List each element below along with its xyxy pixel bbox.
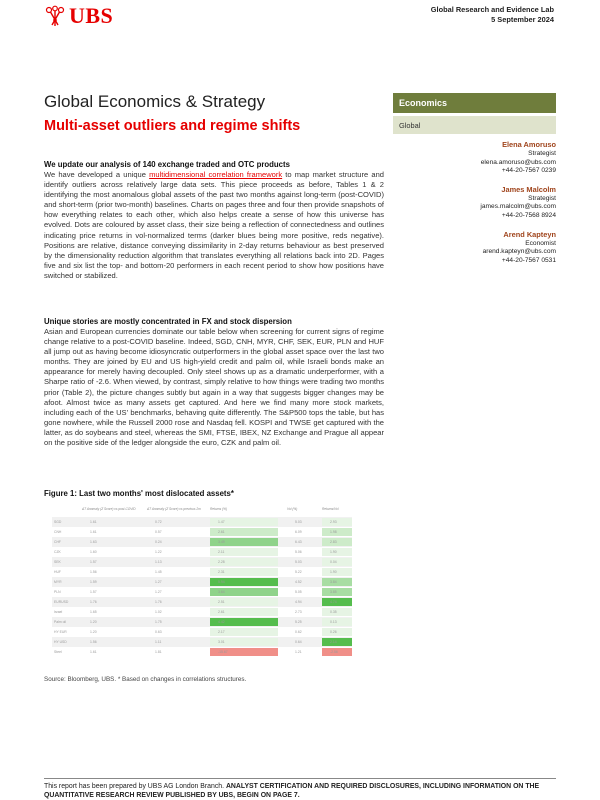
page-title: Global Economics & Strategy [44,92,266,111]
returns-vol-cell: 2.83 [330,540,337,544]
z-long-cell: 1.20 [90,620,97,624]
category-box: Economics [393,93,556,113]
section-heading: Unique stories are mostly concentrated in FX and stock dispersion [44,317,292,326]
asset-cell: Steel [54,650,62,654]
table-row [52,627,352,637]
table-row [52,597,352,607]
table-row [52,647,352,657]
asset-cell: HY EUR [54,630,67,634]
z-short-cell: 1.76 [155,600,162,604]
z-long-cell: 1.61 [90,520,97,524]
returns-vol-cell: -2.56 [330,650,338,654]
returns-cell: 2.61 [218,610,225,614]
author-card [393,140,556,176]
report-header [431,5,554,25]
logo-wordmark: UBS [69,3,114,28]
returns-cell: 2.31 [218,570,225,574]
returns-cell: 2.51 [218,600,225,604]
returns-cell: 1.47 [218,520,225,524]
returns-vol-fill [322,568,352,576]
z-short-cell: 0.57 [155,530,162,534]
returns-vol-cell: 0.13 [330,620,337,624]
returns-cell: 2.61 [218,530,225,534]
returns-vol-fill [322,618,352,626]
vol-cell: 5.22 [295,570,302,574]
z-long-cell: 1.20 [90,630,97,634]
returns-vol-cell: 1.98 [330,530,337,534]
returns-cell: 2.28 [218,560,225,564]
vol-cell: 2.73 [295,610,302,614]
section-findings [44,317,384,448]
returns-vol-fill [322,608,352,616]
author-name: Elena Amoruso [502,140,556,149]
table-header-cell: ΔT Anomaly (Z Score) vs post-COVID [82,507,136,511]
table-row [52,637,352,647]
vol-cell: 5.06 [295,550,302,554]
author-card [393,185,556,221]
table-row [52,587,352,597]
returns-vol-fill [322,578,352,586]
z-long-cell: 1.59 [90,580,97,584]
z-short-cell: 0.63 [155,630,162,634]
returns-vol-fill [322,628,352,636]
z-long-cell: 1.65 [90,610,97,614]
figure-title: Figure 1: Last two months' most dislocated assets* [44,489,234,498]
asset-cell: CNH [54,530,62,534]
z-short-cell: 0.24 [155,540,162,544]
vol-cell: 0.64 [295,640,302,644]
asset-cell: EURUSD [54,600,69,604]
vol-cell: 5.25 [295,620,302,624]
asset-cell: Palm oil [54,620,67,624]
returns-vol-fill [322,528,352,536]
author-card [393,230,556,266]
vol-cell: 5.03 [295,560,302,564]
z-short-cell: 0.72 [155,520,162,524]
section-intro [44,160,384,281]
vol-cell: 1.21 [295,650,302,654]
returns-vol-cell: 0.35 [330,610,337,614]
ubs-logo [44,3,113,29]
returns-vol-cell: 0.04 [330,560,337,564]
table-row [52,607,352,617]
returns-cell: 2.17 [218,630,225,634]
asset-cell: PLN [54,590,61,594]
dislocated-assets-table [52,507,352,666]
z-short-cell: 1.11 [155,640,162,644]
author-list [393,140,556,274]
returns-vol-cell: 0.26 [330,630,337,634]
z-short-cell: 1.75 [155,620,162,624]
intro-paragraph [44,170,384,281]
asset-cell: MYR [54,580,62,584]
z-long-cell: 1.57 [90,590,97,594]
vol-cell: 6.09 [295,530,302,534]
table-row [52,547,352,557]
region-box: Global [393,116,556,134]
asset-cell: SGD [54,520,62,524]
vol-cell: 4.94 [295,600,302,604]
author-role: Strategist [528,194,556,202]
intro-text-start: We have developed a unique [44,170,150,179]
table-row [52,567,352,577]
author-email[interactable]: arend.kapteyn@ubs.com [482,248,556,256]
findings-paragraph: Asian and European currencies dominate our table below when screening for current signs of regime change relative to a post-COVID baseline. Indeed, SGD, CNH, MYR, CHF, SEK, EUR, PLN and HUF all jump out as having become idiosyncratic outperformers in the global asset space over the last two months. They are joined by EU and US high-yield credit and palm oil, while Israeli bonds make an appearance for merely having decoupled. Only steel shows up as a dramatic underperformer, with a Sharpe ratio of -2.6. When viewed, by contrast, simply relative to how things were trading two months prior (Table 2), the picture changes subtly but again in a way that suggests bigger changes may be afoot. Almost twice as many assets get captured. And here we find many more stock markets, including each of the US' benchmarks, behaving quite differently. The S&P500 tops the table, but has gone nowhere, while the Russell 2000 rose and Nasdaq fell. KOSPI and TWSE get captured with the latter, as do soybeans and steel, whereas the SMI, FTSE, IBEX, NZ Exchange and Prague all appear on the positive side of the ledger alongside the euro, CZK and palm oil. [44,327,384,448]
table-row [52,577,352,587]
author-role: Economist [525,239,556,247]
returns-vol-cell: 4.74 [330,600,337,604]
framework-link[interactable]: multidimensional correlation framework [149,170,283,179]
author-name: Arend Kapteyn [503,229,556,239]
returns-vol-fill [322,518,352,526]
table-row [52,617,352,627]
division-label: Global Research and Evidence Lab [430,5,554,14]
asset-cell: SEK [54,560,61,564]
table-header-cell: ΔT Anomaly (Z Score) vs previous 2m [147,507,201,511]
returns-vol-cell: 1.90 [330,570,337,574]
table-row [52,537,352,547]
returns-vol-fill [322,598,352,606]
z-short-cell: 1.13 [155,560,162,564]
intro-text-end: to map market structure and identify outliers across relatively large data sets. This piece proceeds as before, Tables 1 & 2 identifying the most anomalous global assets of the past two months against long-term (post-COVID) and short-term (prior two-month) baselines. Charts on pages three and four then provide snapshots of how everything relates to each other, which also helps create a sense of how this universe has evolved. Dots are coloured by asset class, their size being a reflection of connectedness and outlines indicating price returns in vol-normalized terms (darker blues being more positive, reds negative). Positions are relative, distance conveying dissimilarity in 2-day returns behaviour as best preserved by the dimensionality reduction algorithm that translates everything all relations back into 2D. Pages five and six list the top- and bottom-20 performers in each recent period to show how positions have switched or stabilized. [44,170,384,280]
asset-cell: Israel [54,610,63,614]
asset-cell: HY USD [54,640,67,644]
vol-cell: 0.62 [295,630,302,634]
z-short-cell: 1.27 [155,590,162,594]
asset-cell: CHF [54,540,61,544]
returns-vol-fill [322,548,352,556]
table-row [52,527,352,537]
author-email[interactable]: james.malcolm@ubs.com [480,203,556,211]
z-short-cell: 1.22 [155,550,162,554]
vol-cell: 6.43 [295,540,302,544]
footer-certification: ANALYST CERTIFICATION AND REQUIRED DISCLOSURES, INCLUDING INFORMATION ON THE QUANTITATIVE RESEARCH REVIEW PUBLISHED BY UBS, BEGIN ON PAGE 7. [44,783,540,799]
returns-vol-cell: 3.85 [330,590,337,594]
z-long-cell: 1.76 [90,600,97,604]
report-date: 5 September 2024 [491,15,554,24]
z-short-cell: 1.27 [155,580,162,584]
vol-cell: 5.05 [295,590,302,594]
returns-cell: -15.67 [218,650,228,654]
z-short-cell: 1.45 [155,570,162,574]
z-short-cell: 1.02 [155,610,162,614]
figure-source: Source: Bloomberg, UBS. * Based on changes in correlations structures. [44,676,247,683]
page-subtitle: Multi-asset outliers and regime shifts [44,118,301,134]
returns-cell: 3.64 [218,590,225,594]
author-phone: +44-20-7568 8924 [501,211,556,219]
table-header-cell: Returns/Vol [322,507,339,511]
returns-cell: 4.42 [218,620,225,624]
returns-cell: 5.94 [218,580,225,584]
z-long-cell: 1.61 [90,530,97,534]
returns-cell: 2.11 [218,550,225,554]
z-long-cell: 1.63 [90,540,97,544]
returns-vol-fill [322,638,352,646]
asset-cell: HUF [54,570,61,574]
returns-vol-fill [322,538,352,546]
returns-vol-fill [322,588,352,596]
returns-cell: 3.01 [218,640,225,644]
section-heading: We update our analysis of 140 exchange traded and OTC products [44,160,290,169]
author-role: Strategist [528,150,556,157]
author-phone: +44-20-7567 0239 [501,167,556,175]
author-name: James Malcolm [501,184,556,194]
z-long-cell: 1.61 [90,650,97,654]
z-short-cell: 1.81 [155,650,162,654]
author-email[interactable]: elena.amoruso@ubs.com [480,158,556,166]
table-header-cell: Returns (%) [210,507,228,511]
asset-cell: CZK [54,550,61,554]
returns-vol-cell: 3.84 [330,580,337,584]
vol-cell: 4.52 [295,580,302,584]
keys-logo-icon [44,5,66,27]
returns-vol-cell: 2.14 [330,640,337,644]
footer-disclaimer [44,782,564,800]
table-header-cell: Vol (%) [287,507,298,511]
z-long-cell: 1.60 [90,550,97,554]
footer-text: This report has been prepared by UBS AG London Branch. [44,783,226,790]
returns-vol-cell: 1.90 [330,550,337,554]
returns-cell: 3.49 [218,540,225,544]
z-long-cell: 1.56 [90,570,97,574]
table-row [52,557,352,567]
returns-vol-fill [322,558,352,566]
author-phone: +44-20-7567 0531 [501,256,556,264]
returns-vol-cell: 2.93 [330,520,337,524]
footer-divider [44,778,556,779]
vol-cell: 5.03 [295,520,302,524]
table-row [52,517,352,527]
z-long-cell: 1.57 [90,560,97,564]
z-long-cell: 1.56 [90,640,97,644]
